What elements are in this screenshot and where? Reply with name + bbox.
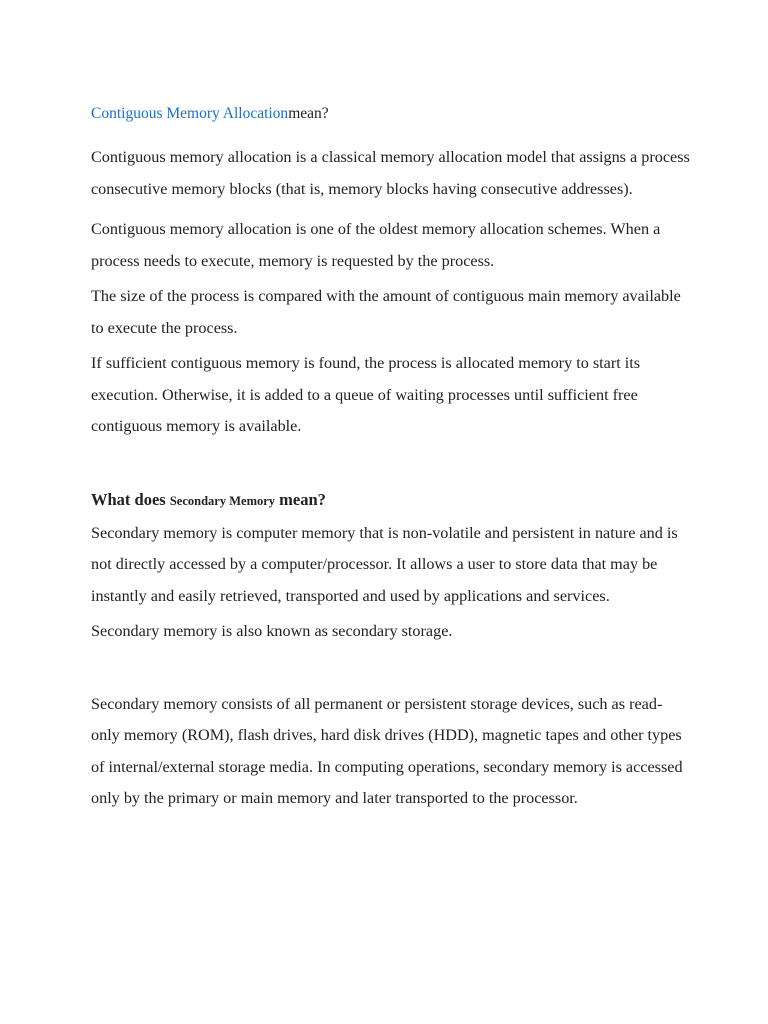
section2-heading-term: Secondary Memory	[169, 493, 276, 508]
section2-heading-suffix: mean?	[279, 489, 326, 509]
document-content	[91, 102, 691, 815]
section1-title-suffix: mean?	[288, 105, 329, 122]
section2-paragraph-1: Secondary memory is computer memory that is non-volatile and persistent in nature and is not directly accessed by a computer/processor. It allows a user to store data that may be instantly and easily retrieved, transported and used by applications and services.	[91, 523, 678, 605]
section2-heading	[91, 487, 691, 514]
section2-heading-prefix: What does	[91, 489, 166, 509]
contiguous-memory-allocation-link[interactable]: Contiguous Memory Allocation	[91, 105, 289, 122]
section1-paragraph-2: Contiguous memory allocation is one of the oldest memory allocation schemes. When a process needs to execute, memory is requested by the process.	[91, 220, 661, 270]
section1-paragraph-4: If sufficient contiguous memory is found, the process is allocated memory to start its execution. Otherwise, it is added to a queue of waiting processes until sufficient free contiguous memory is available.	[91, 354, 641, 435]
section1-paragraph-3: The size of the process is compared with the amount of contiguous main memory available to execute the process.	[91, 287, 681, 337]
section1-paragraph-1: Contiguous memory allocation is a classical memory allocation model that assigns a process consecutive memory blocks (that is, memory blocks having consecutive addresses).	[91, 148, 690, 198]
section1-title	[91, 102, 691, 126]
section2-paragraph-2: Secondary memory is also known as secondary storage.	[91, 622, 453, 640]
section2-paragraph-3: Secondary memory consists of all permanent or persistent storage devices, such as read-only memory (ROM), flash drives, hard disk drives (HDD), magnetic tapes and other types of internal/external storage media. In computing operations, secondary memory is accessed only by the primary or main memory and later transported to the processor.	[91, 694, 683, 807]
